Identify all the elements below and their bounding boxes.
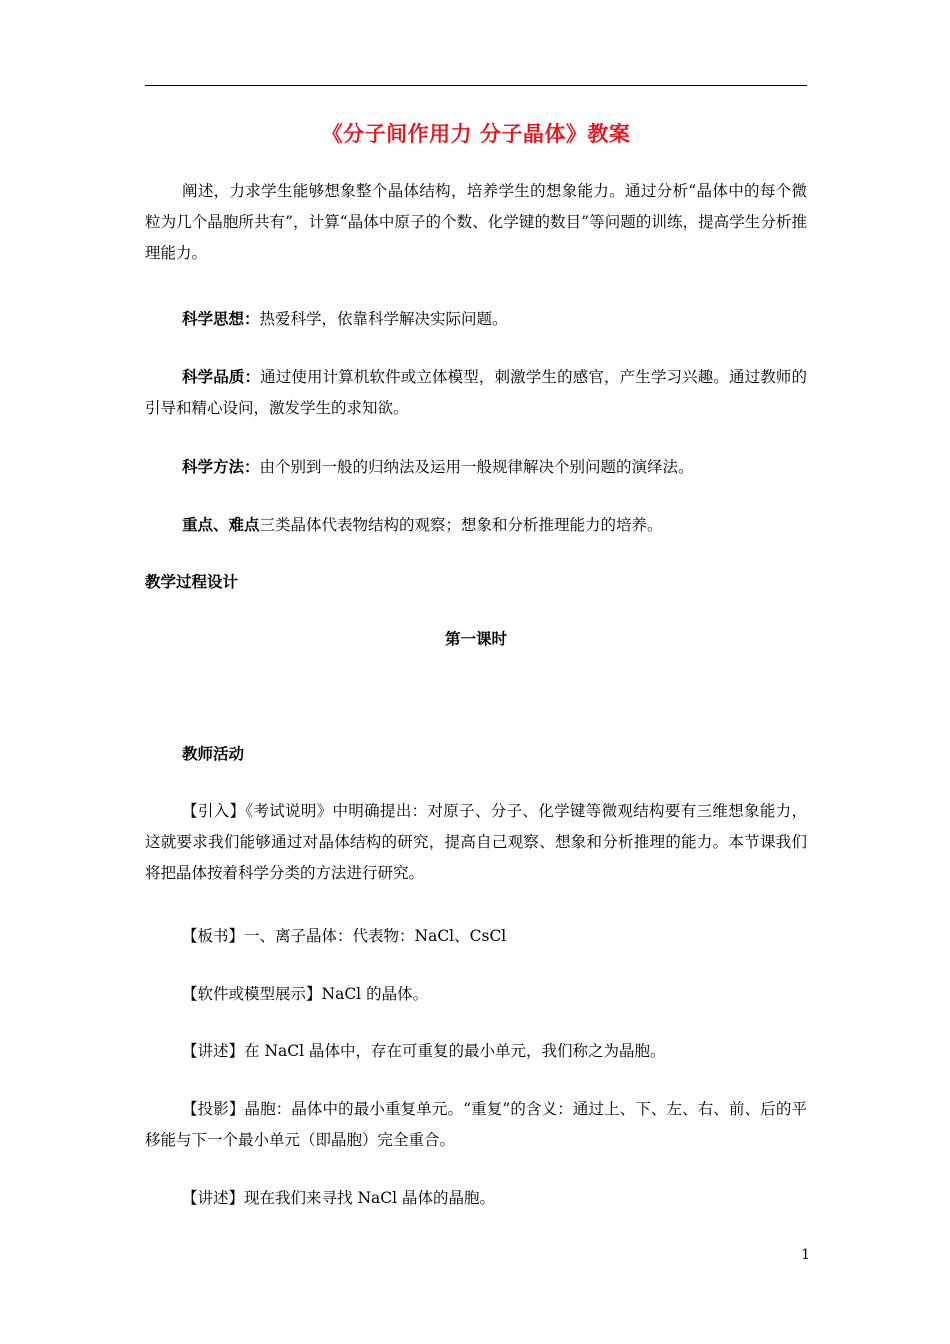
lecture-item-1-tag: 【讲述】 xyxy=(182,1042,245,1060)
model-item-tag: 【软件或模型展示】 xyxy=(182,985,322,1003)
science-quality-text: 通过使用计算机软件或立体模型，刺激学生的感官，产生学习兴趣。通过教师的引导和精心设问，激发学生的求知欲。 xyxy=(145,368,807,417)
lecture-item-1-text: 在 NaCl 晶体中，存在可重复的最小单元，我们称之为晶胞。 xyxy=(244,1042,666,1060)
projection-item-text: 晶胞：晶体中的最小重复单元。“重复”的含义：通过上、下、左、右、前、后的平移能与下一个最小单元（即晶胞）完全重合。 xyxy=(145,1100,807,1149)
projection-item xyxy=(145,1094,807,1156)
intro-paragraph: 阐述，力求学生能够想象整个晶体结构，培养学生的想象能力。通过分析“晶体中的每个微粒为几个晶胞所共有”，计算“晶体中原子的个数、化学键的数目”等问题的训练，提高学生分析推理能力。 xyxy=(145,182,807,262)
science-quality-label: 科学品质： xyxy=(182,367,261,386)
science-method-text: 由个别到一般的归纳法及运用一般规律解决个别问题的演绎法。 xyxy=(259,458,694,476)
projection-item-tag: 【投影】 xyxy=(182,1100,245,1118)
science-thought-label: 科学思想： xyxy=(182,309,260,328)
science-thought-paragraph xyxy=(145,303,807,335)
science-quality-paragraph xyxy=(145,361,807,424)
lecture-item-2 xyxy=(145,1183,807,1214)
header-rule xyxy=(145,85,807,86)
keypoints-paragraph xyxy=(145,509,807,541)
lecture-item-2-text: 现在我们来寻找 NaCl 晶体的晶胞。 xyxy=(244,1189,495,1207)
board-item-text: 一、离子晶体：代表物：NaCl、CsCl xyxy=(244,927,507,945)
lecture-item-1 xyxy=(145,1036,807,1067)
science-method-label: 科学方法： xyxy=(182,457,260,476)
keypoints-text: 三类晶体代表物结构的观察；想象和分析推理能力的培养。 xyxy=(259,516,663,534)
lesson-heading: 第一课时 xyxy=(444,629,507,648)
model-item xyxy=(145,979,807,1010)
intro-item-text: 《考试说明》中明确提出：对原子、分子、化学键等微观结构要有三维想象能力，这就要求我们能够通过对晶体结构的研究，提高自己观察、想象和分析推理的能力。本节课我们将把晶体按着科学分类的方法进行研究。 xyxy=(145,802,807,882)
science-thought-text: 热爱科学，依靠科学解决实际问题。 xyxy=(259,310,508,328)
board-item xyxy=(145,921,807,952)
board-item-tag: 【板书】 xyxy=(182,927,245,945)
document-title: 《分子间作用力 分子晶体》教案 xyxy=(321,121,631,146)
model-item-text: NaCl 的晶体。 xyxy=(321,985,429,1003)
process-heading: 教学过程设计 xyxy=(145,572,239,591)
intro-item xyxy=(145,796,807,889)
page-number: 1 xyxy=(801,1247,810,1263)
intro-item-tag: 【引入】 xyxy=(182,802,246,820)
science-method-paragraph xyxy=(145,451,807,483)
lecture-item-2-tag: 【讲述】 xyxy=(182,1189,245,1207)
activity-heading: 教师活动 xyxy=(182,744,245,763)
keypoints-label: 重点、难点 xyxy=(182,515,260,534)
